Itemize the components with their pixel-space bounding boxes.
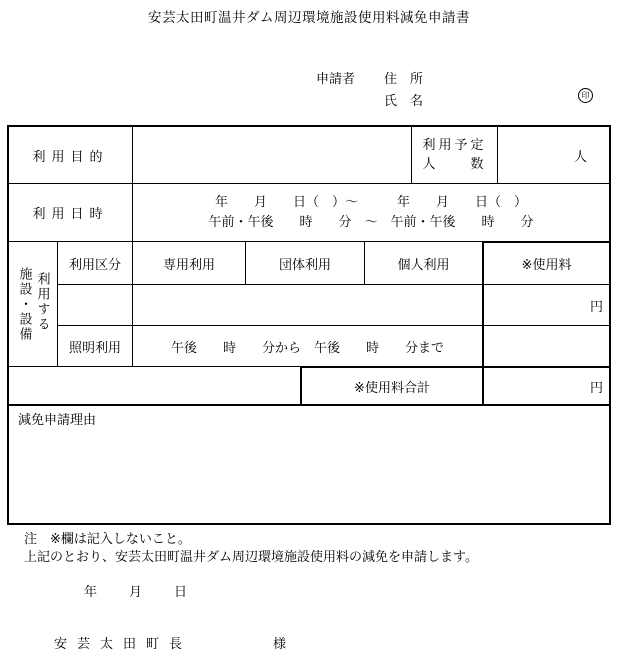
- category-group[interactable]: 団体利用: [278, 257, 331, 273]
- expected-people-label-line1: 利用予定: [422, 138, 487, 153]
- people-field[interactable]: [498, 127, 609, 183]
- use-label-wrap: [34, 262, 50, 342]
- category-individual[interactable]: 個人利用: [397, 257, 450, 273]
- honorific: 様: [273, 637, 287, 652]
- note-text: 注 ※欄は記入しないこと。: [24, 532, 191, 547]
- date-range: 年 月 日（ ）～ 年 月 日（ ）: [214, 194, 527, 210]
- datetime-label: 利用日時: [32, 207, 109, 222]
- address-label: 住 所: [384, 72, 424, 87]
- row-divider: [7, 404, 611, 406]
- table-border-bottom: [7, 523, 611, 525]
- fee-field[interactable]: [484, 285, 609, 325]
- fee-yen: 円: [589, 299, 603, 315]
- reason-field[interactable]: [9, 428, 609, 522]
- lighting-label: 照明利用: [68, 340, 121, 356]
- facility-field[interactable]: [133, 285, 482, 325]
- document-title: 安芸太田町温井ダム周辺環境施設使用料減免申請書: [148, 10, 470, 26]
- expected-people-label: [412, 127, 497, 183]
- seal-icon: 印: [578, 88, 593, 103]
- use-label: 利用する: [34, 272, 50, 332]
- people-unit: 人: [573, 149, 587, 165]
- mayor-title: 安芸太田町長: [54, 637, 193, 652]
- date-line: 年 月 日: [84, 585, 190, 600]
- lighting-fee-field[interactable]: [484, 326, 609, 366]
- facility-label: 施設・設備: [16, 266, 32, 342]
- lighting-time[interactable]: 午後 時 分から 午後 時 分まで: [170, 340, 444, 356]
- applicant-label: 申請者: [316, 72, 356, 87]
- total-label: ※使用料合計: [354, 380, 430, 396]
- reason-label: 減免申請理由: [18, 413, 97, 428]
- time-range: 午前・午後 時 分 ～ 午前・午後 時 分: [208, 214, 534, 230]
- total-field[interactable]: [484, 368, 609, 404]
- category-exclusive[interactable]: 専用利用: [162, 257, 215, 273]
- purpose-field[interactable]: [133, 127, 411, 183]
- expected-people-label-line2: 人 数: [422, 157, 487, 172]
- fee-header: ※使用料: [521, 257, 572, 273]
- total-yen: 円: [589, 380, 603, 396]
- datetime-field[interactable]: [133, 184, 609, 241]
- category-label: 利用区分: [68, 257, 121, 273]
- name-label: 氏 名: [384, 94, 424, 109]
- purpose-label: 利用目的: [32, 149, 109, 165]
- statement-text: 上記のとおり、安芸太田町温井ダム周辺環境施設使用料の減免を申請します。: [24, 550, 478, 565]
- facility-label-wrap: [16, 262, 32, 346]
